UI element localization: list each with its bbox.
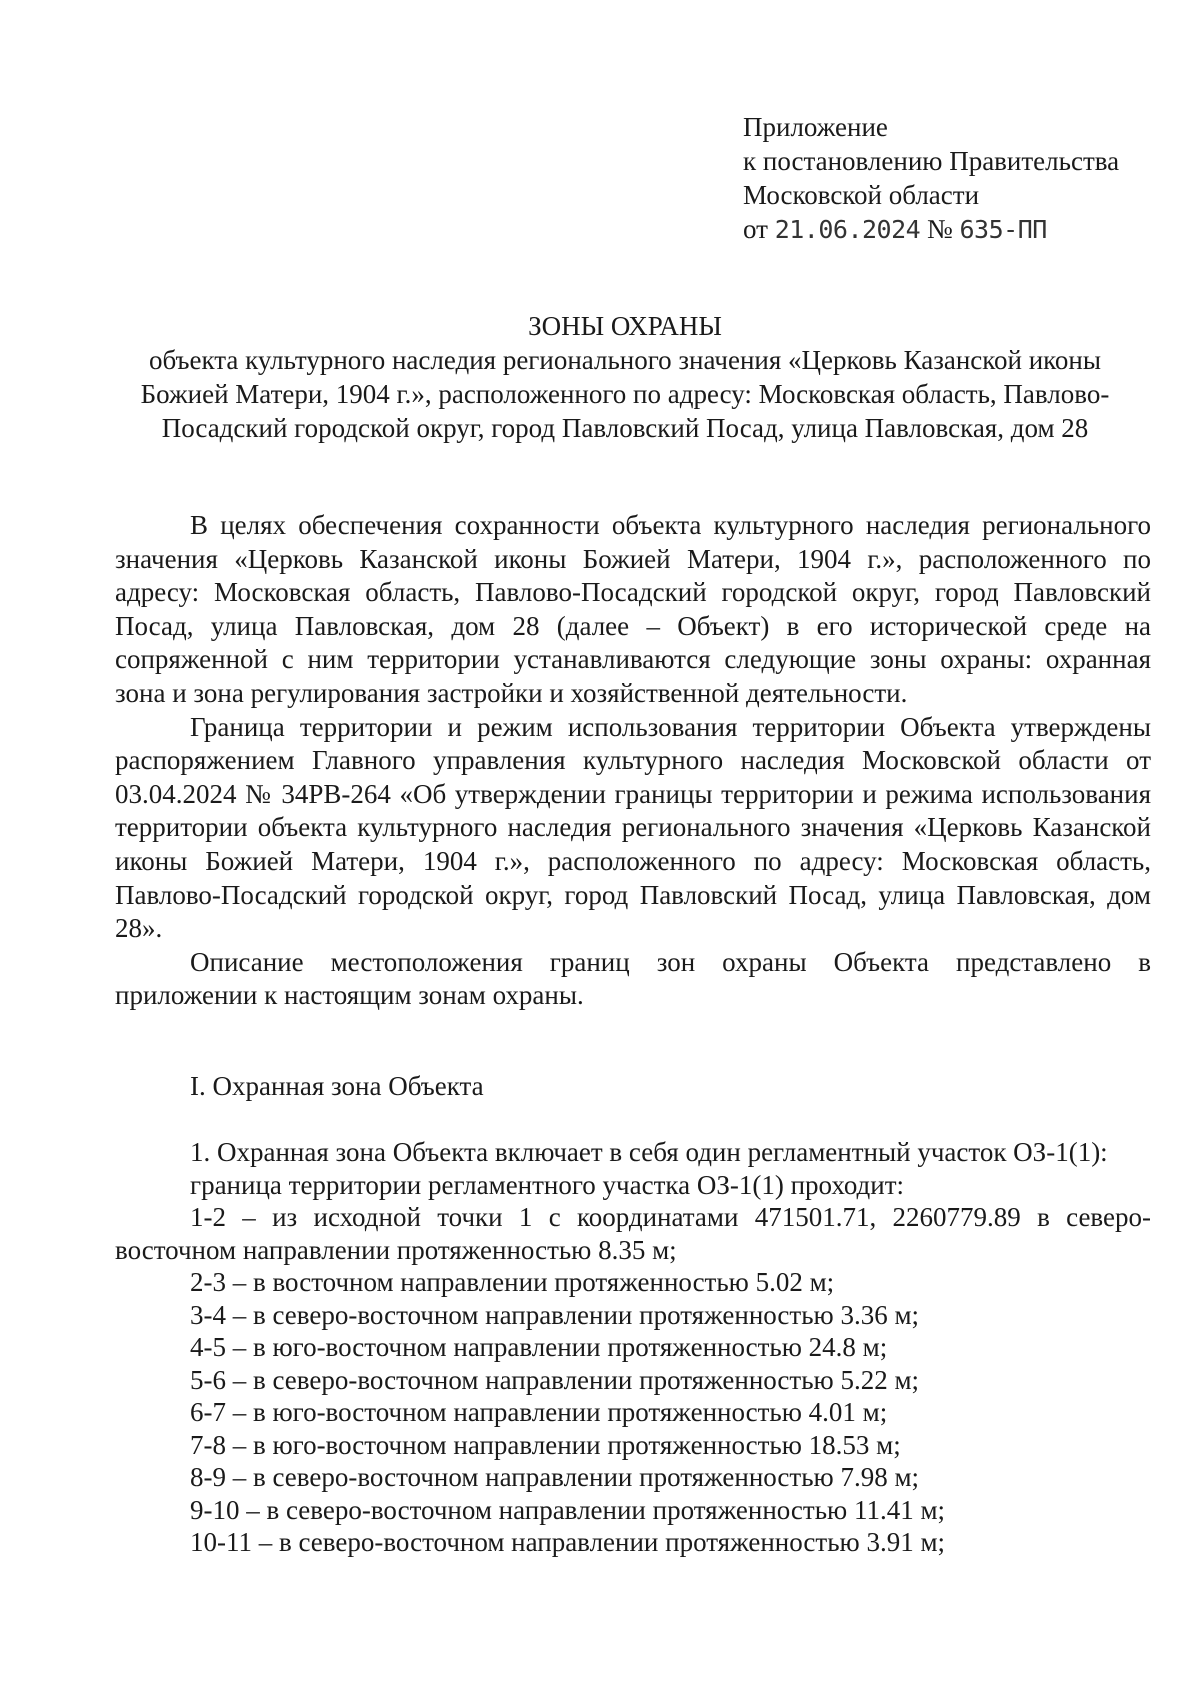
document-title (115, 309, 1135, 445)
segment-item: 2-3 – в восточном направлении протяженностью 5.02 м; (190, 1267, 835, 1297)
points-intro: 1. Охранная зона Объекта включает в себя один регламентный участок ОЗ-1(1): (190, 1137, 1108, 1167)
appendix-block (743, 110, 1119, 247)
title-heading: ЗОНЫ ОХРАНЫ (528, 311, 722, 341)
paragraph-territory: Граница территории и режим использования территории Объекта утверждены распоряжением Главного управления культурного наследия Московской области от 03.04.2024 № 34РВ-264 «Об утверждении границы территории и режима использования территории объекта культурного наследия регионального значения «Церковь Казанской иконы Божией Матери, 1904 г.», расположенного по адресу: Московская область, Павлово-Посадский городской округ, город Павловский Посад, улица Павловская, дом 28». (115, 711, 1151, 944)
segment-item: 5-6 – в северо-восточном направлении протяженностью 5.22 м; (190, 1364, 920, 1395)
segment-item: 6-7 – в юго-восточном направлении протяженностью 4.01 м; (190, 1397, 888, 1427)
date-stamp: 21.06.2024 (774, 215, 921, 244)
segment-item: 3-4 – в северо-восточном направлении протяженностью 3.36 м; (190, 1299, 920, 1330)
segment-item: 7-8 – в юго-восточном направлении протяженностью 18.53 м; (190, 1429, 901, 1460)
segment-first: 1-2 – из исходной точки 1 с координатами 471501.71, 2260779.89 в северо-восточном направлении протяженностью 8.35 м; (115, 1202, 1151, 1265)
number-sign: № (926, 214, 953, 244)
segment-item: 4-5 – в юго-восточном направлении протяженностью 24.8 м; (190, 1332, 888, 1362)
appendix-date-line (743, 212, 1119, 247)
number-stamp: 635-ПП (959, 215, 1047, 244)
title-subtitle: объекта культурного наследия регионального значения «Церковь Казанской иконы Божией Матери, 1904 г.», расположенного по адресу: Московская область, Павлово-Посадский городской округ, город Павловский Посад, улица Павловская, дом 28 (140, 345, 1110, 443)
appendix-line-2: к постановлению Правительства (743, 146, 1120, 176)
paragraph-purpose: В целях обеспечения сохранности объекта культурного наследия регионального значения «Церковь Казанской иконы Божией Матери, 1904 г.», расположенного по адресу: Московская область, Павлово-Посадский городской округ, город Павловский Посад, улица Павловская, дом 28 (далее – Объект) в его исторической среде на сопряженной с ним территории устанавливаются следующие зоны охраны: охранная зона и зона регулирования застройки и хозяйственной деятельности. (115, 510, 1151, 708)
date-prefix: от (743, 214, 768, 244)
appendix-line-3: Московской области (743, 180, 980, 210)
document-body (115, 509, 1151, 1013)
paragraph-description: Описание местоположения границ зон охраны Объекта представлено в приложении к настоящим зонам охраны. (115, 946, 1151, 1011)
appendix-line-1: Приложение (743, 112, 888, 142)
segment-item: 8-9 – в северо-восточном направлении протяженностью 7.98 м; (190, 1462, 920, 1492)
section-title: I. Охранная зона Объекта (190, 1071, 484, 1101)
segment-item: 9-10 – в северо-восточном направлении протяженностью 11.41 м; (190, 1494, 946, 1525)
segment-item: 10-11 – в северо-восточном направлении протяженностью 3.91 м; (190, 1527, 946, 1557)
boundary-points (115, 1136, 1151, 1559)
points-boundary: граница территории регламентного участка ОЗ-1(1) проходит: (190, 1169, 905, 1200)
